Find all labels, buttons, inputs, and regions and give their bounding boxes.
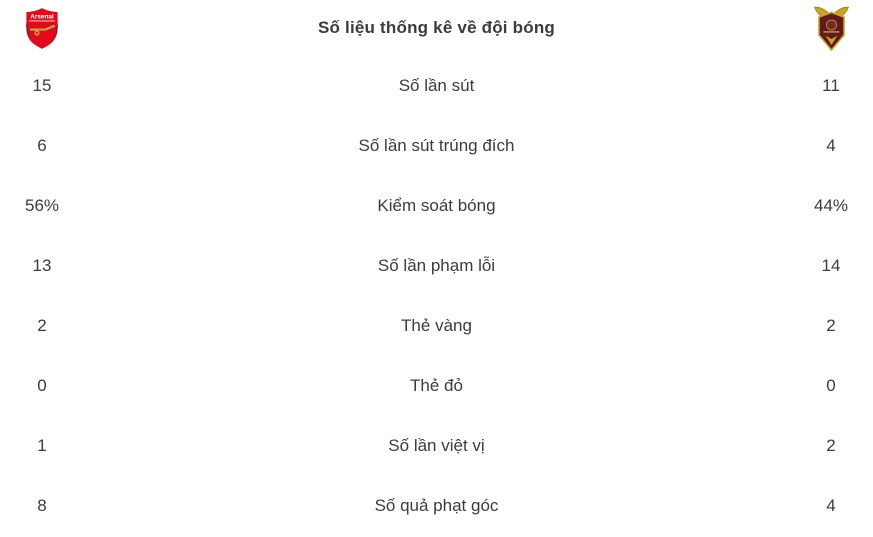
away-stat-value: 44% (813, 196, 849, 215)
stat-label: Số lần phạm lỗi (377, 256, 496, 275)
away-stat-value: 11 (822, 76, 840, 95)
stat-label: Số lần sút (398, 76, 475, 95)
svg-text:Arsenal: Arsenal (30, 13, 54, 20)
stat-row (0, 176, 873, 236)
home-stat-value: 13 (32, 256, 52, 275)
home-stat-value: 0 (37, 376, 47, 395)
stat-row (0, 56, 873, 116)
away-stat-value: 4 (826, 496, 836, 515)
away-stat-value: 14 (821, 256, 841, 275)
home-stat-value: 6 (37, 136, 47, 155)
stat-label: Số lần sút trúng đích (358, 136, 515, 155)
stats-title: Số liệu thống kê về đội bóng (318, 18, 555, 37)
arsenal-crest-icon (25, 7, 59, 50)
home-stat-value: 8 (37, 496, 47, 515)
away-stat-value: 2 (826, 436, 836, 455)
stat-label: Thẻ vàng (401, 316, 472, 335)
away-stat-value: 0 (826, 376, 836, 395)
stat-label: Kiểm soát bóng (377, 196, 496, 215)
stat-row (0, 356, 873, 416)
stat-label: Thẻ đỏ (410, 376, 463, 395)
stat-row (0, 236, 873, 296)
home-stat-value: 56% (24, 196, 60, 215)
away-team-badge-cell (789, 6, 873, 51)
stat-row (0, 416, 873, 476)
stats-header (0, 0, 873, 56)
home-stat-value: 15 (32, 76, 52, 95)
stat-row (0, 476, 873, 536)
stat-label: Số lần việt vị (388, 436, 485, 455)
stat-label: Số quả phạt góc (374, 496, 499, 515)
away-stat-value: 2 (826, 316, 836, 335)
home-stat-value: 2 (37, 316, 47, 335)
home-stat-value: 1 (37, 436, 47, 455)
away-stat-value: 4 (826, 136, 836, 155)
home-team-badge-cell (0, 7, 84, 50)
ostersunds-crest-icon (813, 6, 850, 51)
stat-row (0, 116, 873, 176)
stat-row (0, 296, 873, 356)
